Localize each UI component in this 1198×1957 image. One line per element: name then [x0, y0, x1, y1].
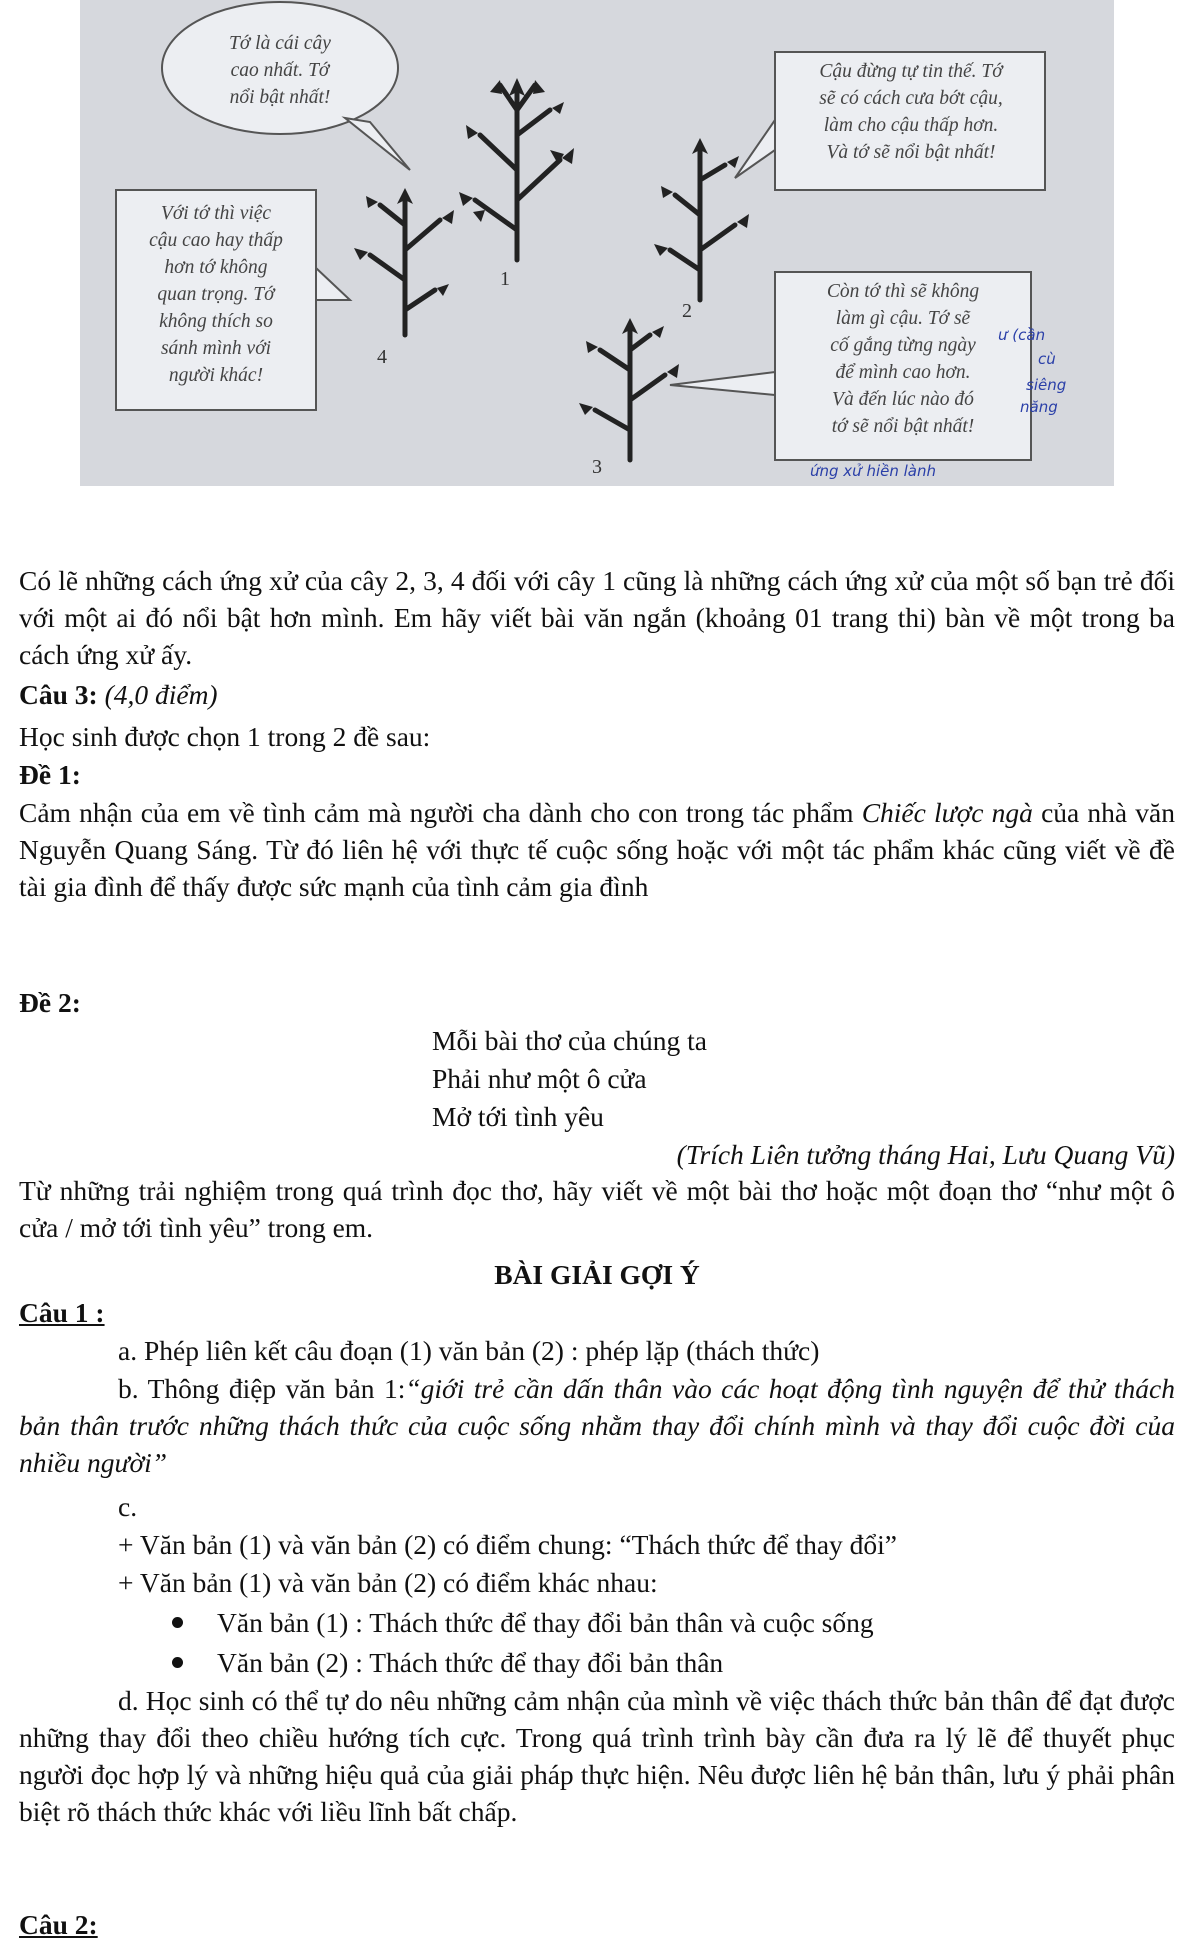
bubble-line: tớ sẽ nổi bật nhất!: [831, 416, 975, 437]
de2-task: Từ những trải nghiệm trong quá trình đọc thơ, hãy viết về một bài thơ hoặc một đoạn thơ “như một ô cửa / mở tới tình yêu” trong em.: [19, 1175, 1175, 1243]
de1-prompt: [19, 794, 1175, 905]
answer-1a: a. Phép liên kết câu đoạn (1) văn bản (2) : phép lặp (thách thức): [118, 1335, 820, 1366]
bubble-line: sẽ có cách cưa bớt cậu,: [819, 88, 1003, 109]
tree-number-3: 3: [592, 456, 602, 478]
de1-work-title: Chiếc lược ngà: [861, 797, 1033, 828]
bubble-line: cố gắng từng ngày: [830, 335, 976, 356]
bullet-text: Văn bản (1) : Thách thức để thay đổi bản thân và cuộc sống: [217, 1607, 874, 1638]
bullet-icon: [172, 1657, 183, 1668]
bubble-line: Với tớ thì việc: [160, 203, 272, 224]
de1-label: Đề 1:: [19, 759, 81, 790]
bubble-line: nổi bật nhất!: [229, 87, 331, 108]
poem-source: (Trích Liên tưởng tháng Hai, Lưu Quang Vũ): [676, 1139, 1175, 1170]
bubble-line: Cậu đừng tự tin thế. Tớ: [819, 61, 1003, 82]
intro-paragraph: Có lẽ những cách ứng xử của cây 2, 3, 4 đối với cây 1 cũng là những cách ứng xử của một số bạn trẻ đối với một ai đó nổi bật hơn mình. Em hãy viết bài văn ngắn (khoảng 01 trang thi) bàn về một trong ba cách ứng xử ấy.: [19, 565, 1175, 670]
bubble-line: cậu cao hay thấp: [149, 230, 283, 251]
answer-1b-quote: “giới trẻ cần dấn thân vào các hoạt động tình nguyện để thử thách bản thân trước những thách thức của cuộc sống nhằm thay đổi chính mình và thay đổi cuộc đời của nhiều người”: [19, 1373, 1175, 1478]
poem-line: Phải như một ô cửa: [432, 1063, 647, 1094]
speech-bubble-tree-2: [780, 58, 1042, 166]
handwritten-note: năng: [1020, 398, 1058, 416]
answer-1b: [19, 1370, 1175, 1481]
answer-1-label: Câu 1 :: [19, 1297, 105, 1328]
question-3-heading: [19, 676, 1175, 713]
bubble-line: làm cho cậu thấp hơn.: [823, 115, 999, 136]
bubble-line: làm gì cậu. Tớ sẽ: [835, 308, 971, 329]
answer-1c-common: + Văn bản (1) và văn bản (2) có điểm chung: “Thách thức để thay đổi”: [118, 1529, 898, 1560]
bubble-line: Còn tớ thì sẽ không: [826, 281, 980, 302]
solution-title: BÀI GIẢI GỢI Ý: [494, 1259, 700, 1290]
bubble-line: để mình cao hơn.: [835, 362, 971, 383]
de2-label: Đề 2:: [19, 987, 81, 1018]
answer-1b-lead: b. Thông điệp văn bản 1:: [118, 1373, 406, 1404]
question-3-points: (4,0 điểm): [104, 679, 218, 710]
bubble-line: Và đến lúc nào đó: [832, 389, 974, 410]
bullet-item: [172, 1644, 1172, 1681]
speech-bubble-tree-3: [778, 278, 1028, 440]
bullet-item: [172, 1604, 1172, 1641]
de1-text-b: của nhà văn Nguyễn Quang Sáng. Từ đó liên hệ với thực tế cuộc sống hoặc với một tác phẩm khác cũng viết về đề tài gia đình để thấy được sức mạnh của tình cảm gia đình: [19, 797, 1175, 902]
answer-1d: d. Học sinh có thể tự do nêu những cảm nhận của mình về việc thách thức bản thân để đạt được những thay đổi theo chiều hướng tích cực. Trong quá trình trình bày cần đưa ra lý lẽ để thuyết phục người đọc hợp lý và những hiệu quả của giải pháp thực hiện. Nêu được liên hệ bản thân, lưu ý phải phân biệt rõ thách thức khác với liều lĩnh bất chấp.: [19, 1685, 1175, 1827]
bubble-line: người khác!: [168, 365, 264, 386]
answer-2-label: Câu 2:: [19, 1909, 98, 1940]
tree-number-4: 4: [377, 346, 387, 368]
question-3-label: Câu 3:: [19, 679, 98, 710]
speech-bubble-tree-1: [190, 30, 370, 111]
tree-number-2: 2: [682, 300, 692, 322]
bubble-line: sánh mình với: [160, 338, 272, 359]
poem-line: Mỗi bài thơ của chúng ta: [432, 1025, 707, 1056]
choose-instruction: Học sinh được chọn 1 trong 2 đề sau:: [19, 721, 431, 752]
tree-number-1: 1: [500, 268, 510, 290]
speech-bubble-tree-4: [118, 200, 314, 389]
handwritten-note: cù: [1038, 350, 1056, 368]
de1-text-a: Cảm nhận của em về tình cảm mà người cha dành cho con trong tác phẩm: [19, 797, 862, 828]
answer-1c: c.: [118, 1491, 138, 1522]
handwritten-note: siêng: [1026, 376, 1067, 394]
bubble-line: cao nhất. Tớ: [230, 60, 330, 81]
bubble-line: Và tớ sẽ nổi bật nhất!: [826, 142, 996, 163]
handwritten-note: ư (cần: [998, 326, 1046, 344]
bubble-line: hơn tớ không: [164, 257, 268, 278]
bubble-line: Tớ là cái cây: [229, 33, 331, 54]
illustration-trees: [80, 0, 1114, 486]
bubble-line: quan trọng. Tớ: [157, 284, 275, 305]
handwritten-note: ứng xử hiền lành: [810, 462, 937, 480]
answer-1c-diff: + Văn bản (1) và văn bản (2) có điểm khác nhau:: [118, 1567, 658, 1598]
bullet-icon: [172, 1617, 183, 1628]
poem-line: Mở tới tình yêu: [432, 1101, 604, 1132]
bullet-text: Văn bản (2) : Thách thức để thay đổi bản thân: [217, 1647, 724, 1678]
bubble-line: không thích so: [159, 311, 273, 332]
